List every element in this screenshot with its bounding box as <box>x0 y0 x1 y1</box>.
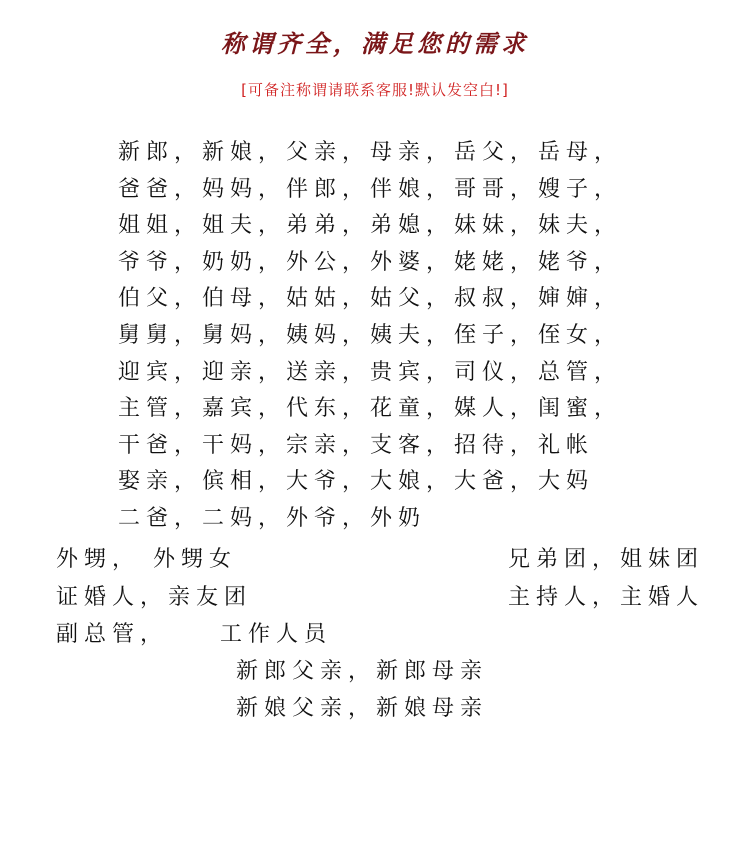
page-title: 称谓齐全，满足您的需求 <box>221 30 529 58</box>
extra-title-right: 兄弟团，姐妹团 <box>508 547 705 572</box>
title-row: 爷爷，奶奶，外公，外婆，姥姥，姥爷， <box>118 249 623 275</box>
extra-title-left: 外甥， 外甥女 <box>56 547 237 572</box>
title-row: 干爸，干妈，宗亲，支客，招待，礼帐 <box>118 432 595 458</box>
extra-title-left: 副总管， <box>56 622 169 647</box>
title-row: 伯父，伯母，姑姑，姑父，叔叔，婶婶， <box>118 286 623 312</box>
title-row: 二爸，二妈，外爷，外奶 <box>118 505 427 531</box>
title-row: 姐姐，姐夫，弟弟，弟媳，妹妹，妹夫， <box>118 213 623 239</box>
title-row: 主管，嘉宾，代东，花童，媒人，闺蜜， <box>118 396 623 422</box>
title-row: 娶亲，傧相，大爷，大娘，大爸，大妈 <box>118 469 595 495</box>
title-row: 迎宾，迎亲，送亲，贵宾，司仪，总管， <box>118 359 623 385</box>
custom-title-note: [可备注称谓请联系客服!默认发空白!] <box>241 81 509 99</box>
title-row: 舅舅，舅妈，姨妈，姨夫，侄子，侄女， <box>118 322 623 348</box>
extra-title-center: 新娘父亲，新娘母亲 <box>236 696 489 721</box>
extra-title-right: 主持人，主婚人 <box>508 585 705 610</box>
title-row: 爸爸，妈妈，伴郎，伴娘，哥哥，嫂子， <box>118 176 623 202</box>
title-row: 新郎，新娘，父亲，母亲，岳父，岳母， <box>118 140 623 165</box>
extra-title-center: 新郎父亲，新郎母亲 <box>236 659 489 684</box>
extra-title-left: 证婚人，亲友团 <box>56 585 253 610</box>
title-list <box>118 138 622 541</box>
extra-title-left: 工作人员 <box>220 622 333 647</box>
